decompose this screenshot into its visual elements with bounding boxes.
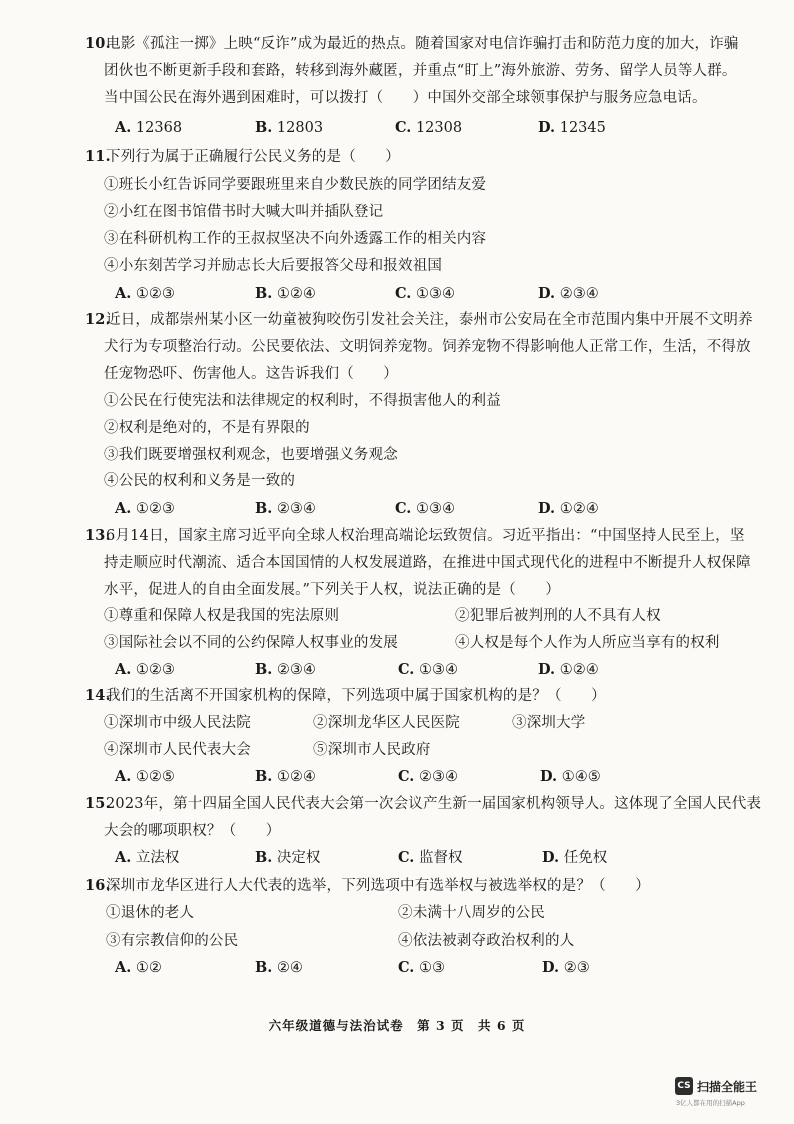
option-d: D. ①②④ bbox=[538, 661, 599, 678]
question-text-line: 6月14日，国家主席习近平向全球人权治理高端论坛致贺信。习近平指出：“中国坚持人民至上，坚 bbox=[106, 528, 745, 544]
option-a: A. 12368 bbox=[115, 119, 183, 136]
statement-item: ④人权是每个人作为人所应当享有的权利 bbox=[455, 635, 720, 651]
statement-item: ③国际社会以不同的公约保障人权事业的发展 bbox=[104, 635, 398, 651]
statement-item: ④小东刻苦学习并励志长大后要报答父母和报效祖国 bbox=[104, 258, 443, 274]
statement-item: ④依法被剥夺政治权利的人 bbox=[398, 933, 575, 949]
question-text-line: 持走顺应时代潮流、适合本国国情的人权发展道路，在推进中国式现代化的进程中不断提升人权保障 bbox=[104, 555, 751, 571]
statement-item: ①班长小红告诉同学要跟班里来自少数民族的同学团结友爱 bbox=[104, 177, 487, 193]
scanner-watermark bbox=[673, 1075, 783, 1111]
question-text-line: 任宠物恐吓、伤害他人。这告诉我们（ ） bbox=[104, 366, 398, 382]
option-a: A. ①②③ bbox=[115, 285, 175, 302]
option-b: B. ②③④ bbox=[255, 661, 316, 678]
statement-item: ②深圳龙华区人民医院 bbox=[313, 715, 460, 731]
option-d: D. 12345 bbox=[538, 119, 606, 136]
question-text-line: 下列行为属于正确履行公民义务的是（ ） bbox=[106, 149, 400, 165]
question-number: 11. bbox=[85, 148, 111, 165]
statement-item: ④公民的权利和义务是一致的 bbox=[104, 473, 296, 489]
statement-item: ③有宗教信仰的公民 bbox=[106, 933, 239, 949]
statement-item: ③深圳大学 bbox=[512, 715, 586, 731]
option-b: B. ①②④ bbox=[255, 285, 316, 302]
option-c: C. 监督权 bbox=[398, 849, 463, 866]
option-b: B. 决定权 bbox=[255, 849, 321, 866]
question-text-line: 2023年，第十四届全国人民代表大会第一次会议产生新一届国家机构领导人。这体现了全国人民代表 bbox=[106, 796, 762, 812]
option-d: D. ②③ bbox=[542, 959, 590, 976]
question-number: 12. bbox=[85, 311, 111, 328]
option-d: D. ①②④ bbox=[538, 500, 599, 517]
question-text-line: 水平，促进人的自由全面发展。”下列关于人权，说法正确的是（ ） bbox=[104, 582, 561, 598]
statement-item: ⑤深圳市人民政府 bbox=[313, 742, 431, 758]
option-c: C. ①③ bbox=[398, 959, 445, 976]
question-number: 13. bbox=[85, 527, 111, 544]
option-b: B. ①②④ bbox=[255, 768, 316, 785]
option-d: D. ②③④ bbox=[538, 285, 599, 302]
statement-item: ①退休的老人 bbox=[106, 905, 195, 921]
camscanner-logo-icon: CS bbox=[675, 1077, 693, 1095]
option-c: C. ①③④ bbox=[395, 500, 455, 517]
option-c: C. ①③④ bbox=[398, 661, 458, 678]
question-text-line: 犬行为专项整治行动。公民要依法、文明饲养宠物。饲养宠物不得影响他人正常工作，生活，不得放 bbox=[104, 339, 751, 355]
option-d: D. ①④⑤ bbox=[540, 768, 601, 785]
option-a: A. ①②⑤ bbox=[115, 768, 175, 785]
option-c: C. 12308 bbox=[395, 119, 463, 136]
statement-item: ①尊重和保障人权是我国的宪法原则 bbox=[104, 608, 340, 624]
option-a: A. ①②③ bbox=[115, 661, 175, 678]
option-b: B. ②④ bbox=[255, 959, 303, 976]
option-d: D. 任免权 bbox=[542, 849, 608, 866]
option-a: A. 立法权 bbox=[115, 849, 180, 866]
statement-item: ②小红在图书馆借书时大喊大叫并插队登记 bbox=[104, 204, 384, 220]
statement-item: ②犯罪后被判刑的人不具有人权 bbox=[455, 608, 661, 624]
statement-item: ①深圳市中级人民法院 bbox=[104, 715, 251, 731]
statement-item: ③我们既要增强权利观念，也要增强义务观念 bbox=[104, 447, 398, 463]
statement-item: ②权利是绝对的，不是有界限的 bbox=[104, 420, 310, 436]
option-a: A. ①②③ bbox=[115, 500, 175, 517]
question-number: 14. bbox=[85, 687, 111, 704]
option-b: B. 12803 bbox=[255, 119, 324, 136]
question-text-line: 电影《孤注一掷》上映“反诈”成为最近的热点。随着国家对电信诈骗打击和防范力度的加大，诈骗 bbox=[106, 36, 739, 52]
question-text-line: 深圳市龙华区进行人大代表的选举，下列选项中有选举权与被选举权的是？（ ） bbox=[106, 878, 650, 894]
option-c: C. ①③④ bbox=[395, 285, 455, 302]
question-number: 15. bbox=[85, 795, 111, 812]
option-c: C. ②③④ bbox=[398, 768, 458, 785]
statement-item: ③在科研机构工作的王叔叔坚决不向外透露工作的相关内容 bbox=[104, 231, 487, 247]
scanner-app-tagline: 3亿人都在用的扫描App bbox=[676, 1099, 745, 1107]
statement-item: ④深圳市人民代表大会 bbox=[104, 742, 251, 758]
page-footer: 六年级道德与法治试卷 第 3 页 共 6 页 bbox=[268, 1018, 526, 1033]
question-number: 10. bbox=[85, 35, 111, 52]
question-text-line: 近日，成都崇州某小区一幼童被狗咬伤引发社会关注，泰州市公安局在全市范围内集中开展不文明养 bbox=[106, 312, 753, 328]
statement-item: ②未满十八周岁的公民 bbox=[398, 905, 545, 921]
option-a: A. ①② bbox=[115, 959, 162, 976]
statement-item: ①公民在行使宪法和法律规定的权利时，不得损害他人的利益 bbox=[104, 393, 501, 409]
option-b: B. ②③④ bbox=[255, 500, 316, 517]
question-text-line: 团伙也不断更新手段和套路，转移到海外藏匿，并重点“盯上”海外旅游、劳务、留学人员等人群。 bbox=[104, 63, 737, 79]
question-text-line: 当中国公民在海外遇到困难时，可以拨打（ ）中国外交部全球领事保护与服务应急电话。 bbox=[104, 90, 707, 106]
question-text-line: 大会的哪项职权？（ ） bbox=[104, 823, 281, 839]
scanner-app-name: 扫描全能王 bbox=[697, 1080, 758, 1094]
question-text-line: 我们的生活离不开国家机构的保障，下列选项中属于国家机构的是？（ ） bbox=[106, 688, 606, 704]
question-number: 16. bbox=[85, 877, 111, 894]
